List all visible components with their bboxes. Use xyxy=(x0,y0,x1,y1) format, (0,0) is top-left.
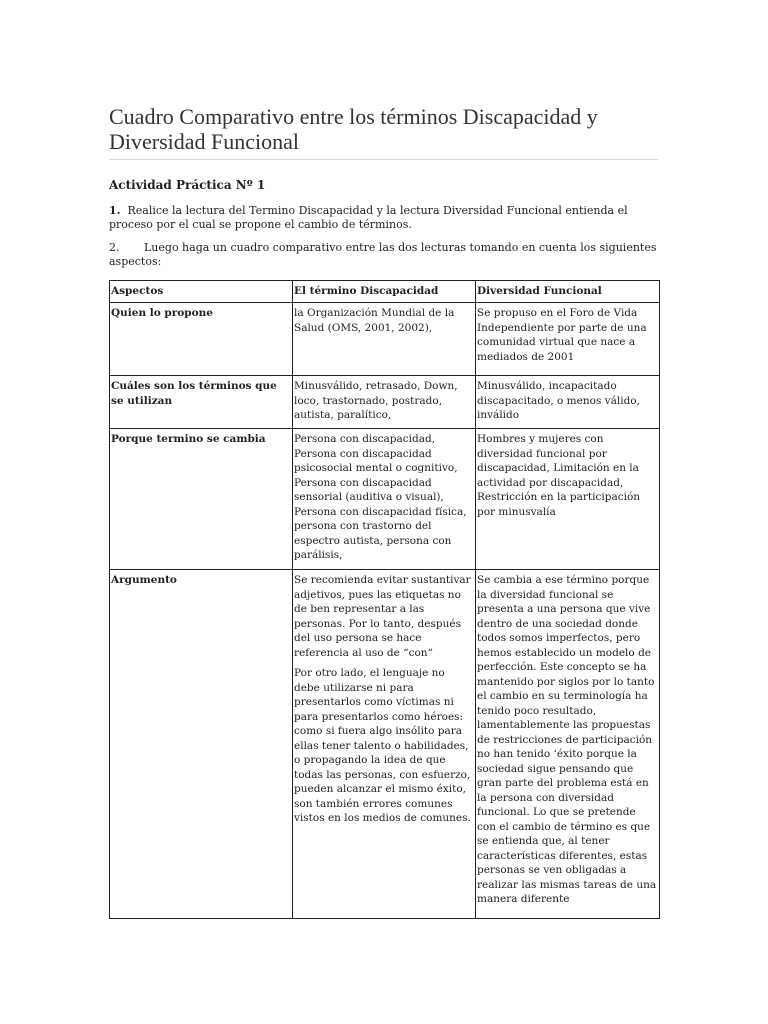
instruction-1 xyxy=(109,204,659,232)
cell-text: Se propuso en el Foro de Vida Independiente por parte de una comunidad virtual que nace a mediados de 2001 xyxy=(477,307,647,363)
diversidad-cell xyxy=(476,570,660,919)
cell-text: Persona con discapacidad, Persona con discapacidad psicosocial mental o cognitivo, Persona con discapacidad sensorial (auditiva o visual), Persona con discapacidad física, persona con trastorno del espectro autista, persona con parálisis, xyxy=(294,433,467,561)
table-row xyxy=(110,429,660,570)
header-diversidad: Diversidad Funcional xyxy=(476,281,660,303)
table-header-row xyxy=(110,281,660,303)
table-row xyxy=(110,303,660,376)
discapacidad-cell xyxy=(293,570,476,919)
discapacidad-cell xyxy=(293,429,476,570)
instruction-text: Luego haga un cuadro comparativo entre las dos lecturas tomando en cuenta los siguientes aspectos: xyxy=(109,241,657,268)
discapacidad-cell xyxy=(293,303,476,376)
aspect-cell: Quien lo propone xyxy=(110,303,293,376)
aspect-cell: Cuáles son los términos que se utilizan xyxy=(110,376,293,429)
instruction-number: 2. xyxy=(109,241,120,254)
document-title: Cuadro Comparativo entre los términos Discapacidad y Diversidad Funcional xyxy=(109,104,598,154)
activity-heading: Actividad Práctica Nº 1 xyxy=(109,178,266,192)
table-row xyxy=(110,570,660,919)
cell-text: Minusválido, retrasado, Down, loco, trastornado, postrado, autista, paralítico, xyxy=(294,380,458,421)
aspect-cell: Porque termino se cambia xyxy=(110,429,293,570)
table-row xyxy=(110,376,660,429)
cell-text: la Organización Mundial de la Salud (OMS, 2001, 2002), xyxy=(294,307,455,334)
cell-text: Se recomienda evitar sustantivar adjetivos, pues las etiquetas no de ben representar a las personas. Por lo tanto, después del uso persona se hace referencia al uso de “con“ xyxy=(294,574,471,659)
diversidad-cell xyxy=(476,303,660,376)
cell-text: Se cambia a ese término porque la diversidad funcional se presenta a una persona que vive dentro de una sociedad donde todos somos imperfectos, pero hemos establecido un modelo de perfección. Este concepto se ha mantenido por siglos por lo tanto el cambio en su terminología ha tenido poco resultado, lamentablemente las propuestas de restricciones de participación no han tenido ‘éxito porque la sociedad sigue pensando que gran parte del problema está en la persona con diversidad funcional. Lo que se pretende con el cambio de término es que se entienda que, al tener características diferentes, estas personas se ven obligadas a realizar las mismas tareas de una manera diferente xyxy=(477,574,657,905)
aspect-cell: Argumento xyxy=(110,570,293,919)
title-divider xyxy=(109,159,658,160)
discapacidad-cell xyxy=(293,376,476,429)
header-discapacidad: El término Discapacidad xyxy=(293,281,476,303)
diversidad-cell xyxy=(476,429,660,570)
diversidad-cell xyxy=(476,376,660,429)
instruction-2 xyxy=(109,241,659,269)
cell-text: Hombres y mujeres con diversidad funcional por discapacidad, Limitación en la actividad por discapacidad, Restricción en la participación por minusvalía xyxy=(477,433,641,518)
cell-text: Minusválido, incapacitado discapacitado, o menos válido, inválido xyxy=(477,380,640,421)
cell-text: Por otro lado, el lenguaje no debe utilizarse ni para presentarlos como víctimas ni para presentarlos como héroes: como si fuera algo insólito para ellas tener talento o habilidades, o propagando la idea de que todas las personas, con esfuerzo, pueden alcanzar el mismo éxito, son también errores comunes vistos en los medios de comunes. xyxy=(294,667,471,824)
instruction-number: 1. xyxy=(109,204,121,217)
instruction-text: Realice la lectura del Termino Discapacidad y la lectura Diversidad Funcional entienda el proceso por el cual se propone el cambio de términos. xyxy=(109,204,628,231)
header-aspectos: Aspectos xyxy=(110,281,293,303)
comparison-table xyxy=(109,280,660,919)
